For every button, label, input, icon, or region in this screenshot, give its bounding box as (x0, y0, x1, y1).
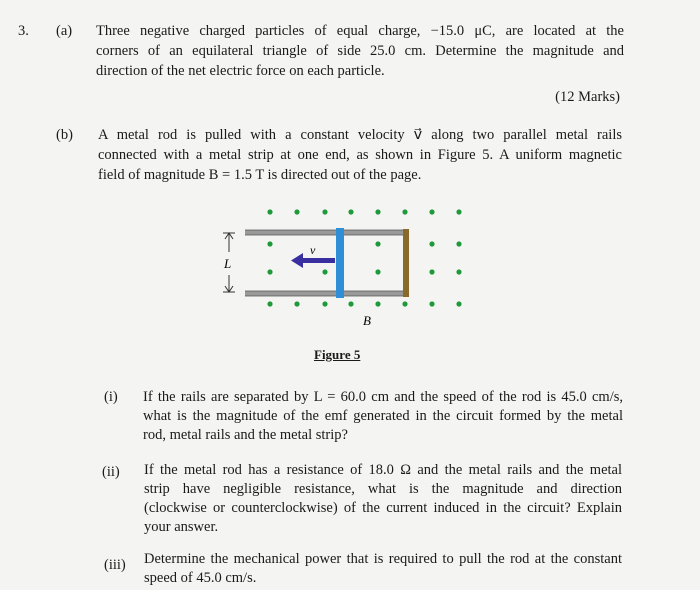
subq-ii-line-1: If the metal rod has a resistance of 18.0 Ω and the metal rails and the metal (144, 462, 622, 478)
subq-iii-label: (iii) (104, 557, 126, 573)
subq-i-line-1: If the rails are separated by L = 60.0 cm and the speed of the rod is 45.0 cm/s, (143, 389, 623, 405)
field-dot (294, 301, 299, 306)
subq-iii-line-2: speed of 45.0 cm/s. (144, 570, 257, 586)
field-dot (375, 301, 380, 306)
part-b-line-1: A metal rod is pulled with a constant velocity v⃗ along two parallel metal rails (98, 127, 622, 143)
field-dot (402, 301, 407, 306)
field-dot (267, 241, 272, 246)
metal-strip (403, 229, 409, 297)
part-b-label: (b) (56, 127, 73, 143)
top-rail (245, 230, 407, 235)
field-dot (348, 301, 353, 306)
field-dot (267, 269, 272, 274)
velocity-label: v⃗ (310, 243, 325, 257)
field-dot (267, 301, 272, 306)
part-b-line-2: connected with a metal strip at one end, as shown in Figure 5. A uniform magnetic (98, 147, 622, 163)
part-a-line-1: Three negative charged particles of equal charge, −15.0 μC, are located at the (96, 23, 624, 39)
bottom-rail (245, 291, 407, 296)
field-dot (429, 241, 434, 246)
field-dot (375, 269, 380, 274)
part-a-line-2: corners of an equilateral triangle of side 25.0 cm. Determine the magnitude and (96, 43, 624, 59)
part-a-line-3: direction of the net electric force on each particle. (96, 63, 385, 79)
field-dot (375, 209, 380, 214)
field-label: B⃗ (363, 313, 382, 328)
marks-label: (12 Marks) (555, 89, 620, 105)
subq-i-line-2: what is the magnitude of the emf generated in the circuit formed by the metal (143, 408, 623, 424)
subq-ii-line-2: strip have negligible resistance, what is the magnitude and direction (144, 481, 622, 497)
field-dot (375, 241, 380, 246)
field-dot (456, 209, 461, 214)
subq-ii-label: (ii) (102, 464, 120, 480)
field-dot (456, 241, 461, 246)
field-dot (402, 209, 407, 214)
figure-5-diagram (215, 200, 475, 330)
field-dot (322, 301, 327, 306)
metal-rod (336, 228, 344, 298)
part-a-label: (a) (56, 23, 73, 39)
field-dot (429, 301, 434, 306)
subq-ii-line-3: (clockwise or counterclockwise) of the current induced in the circuit? Explain (144, 500, 622, 516)
subq-ii-line-4: your answer. (144, 519, 219, 535)
field-dot (429, 269, 434, 274)
field-dot (456, 301, 461, 306)
question-number: 3. (18, 23, 29, 39)
figure-caption: Figure 5 (314, 347, 361, 362)
field-dot (456, 269, 461, 274)
subq-i-label: (i) (104, 389, 118, 405)
field-dot (322, 269, 327, 274)
field-dot (322, 209, 327, 214)
length-label: L (224, 256, 232, 271)
field-dot (429, 209, 434, 214)
field-dot (294, 209, 299, 214)
subq-iii-line-1: Determine the mechanical power that is required to pull the rod at the constant (144, 551, 622, 567)
subq-i-line-3: rod, metal rails and the metal strip? (143, 427, 348, 443)
field-dot (348, 209, 353, 214)
field-dot (267, 209, 272, 214)
part-b-line-3: field of magnitude B = 1.5 T is directed out of the page. (98, 167, 422, 183)
